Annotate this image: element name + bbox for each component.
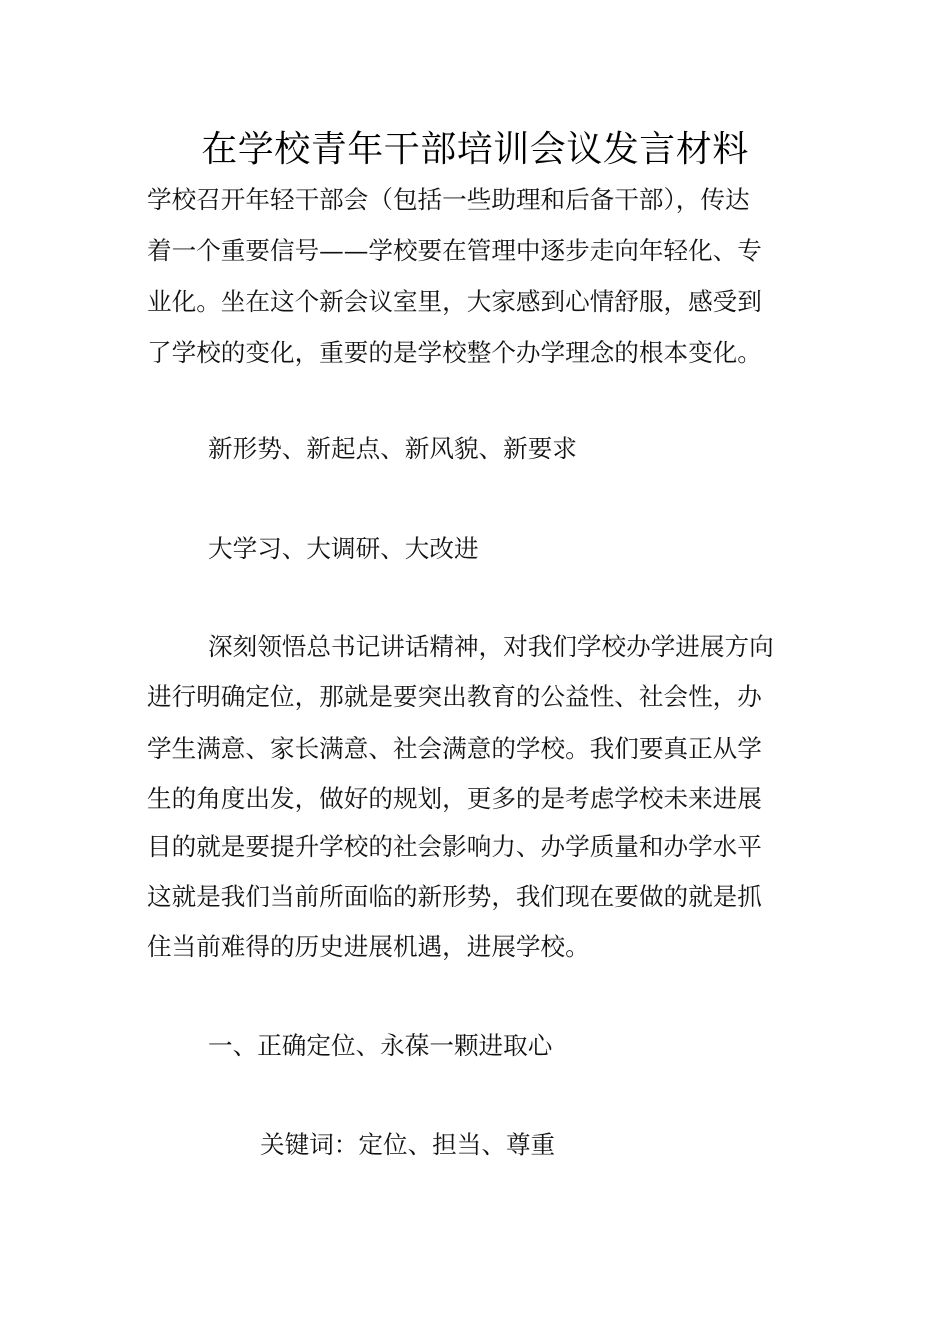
paragraph-line: 业化。坐在这个新会议室里，大家感到心情舒服，感受到 <box>147 287 762 316</box>
paragraph-line: 深刻领悟总书记讲话精神，对我们学校办学进展方向 <box>208 632 774 661</box>
paragraph-line: 生的角度出发，做好的规划，更多的是考虑学校未来进展 <box>147 784 762 813</box>
paragraph-line: 住当前难得的历史进展机遇，进展学校。 <box>147 932 590 961</box>
paragraph-line: 了学校的变化，重要的是学校整个办学理念的根本变化。 <box>147 338 762 367</box>
paragraph-line: 着一个重要信号——学校要在管理中逐步走向年轻化、专 <box>147 236 762 265</box>
slogan-line: 大学习、大调研、大改进 <box>208 534 479 563</box>
paragraph-line: 这就是我们当前所面临的新形势，我们现在要做的就是抓 <box>147 882 762 911</box>
document-title: 在学校青年干部培训会议发言材料 <box>201 129 749 170</box>
paragraph-line: 进行明确定位，那就是要突出教育的公益性、社会性，办 <box>147 682 762 711</box>
paragraph-line: 学生满意、家长满意、社会满意的学校。我们要真正从学 <box>147 734 762 763</box>
paragraph-line: 目的就是要提升学校的社会影响力、办学质量和办学水平 <box>147 832 762 861</box>
paragraph-line: 学校召开年轻干部会（包括一些助理和后备干部），传达 <box>147 185 750 214</box>
keywords-line: 关键词：定位、担当、尊重 <box>260 1130 556 1159</box>
section-heading: 一、正确定位、永葆一颗进取心 <box>208 1031 553 1060</box>
slogan-line: 新形势、新起点、新风貌、新要求 <box>208 434 577 463</box>
